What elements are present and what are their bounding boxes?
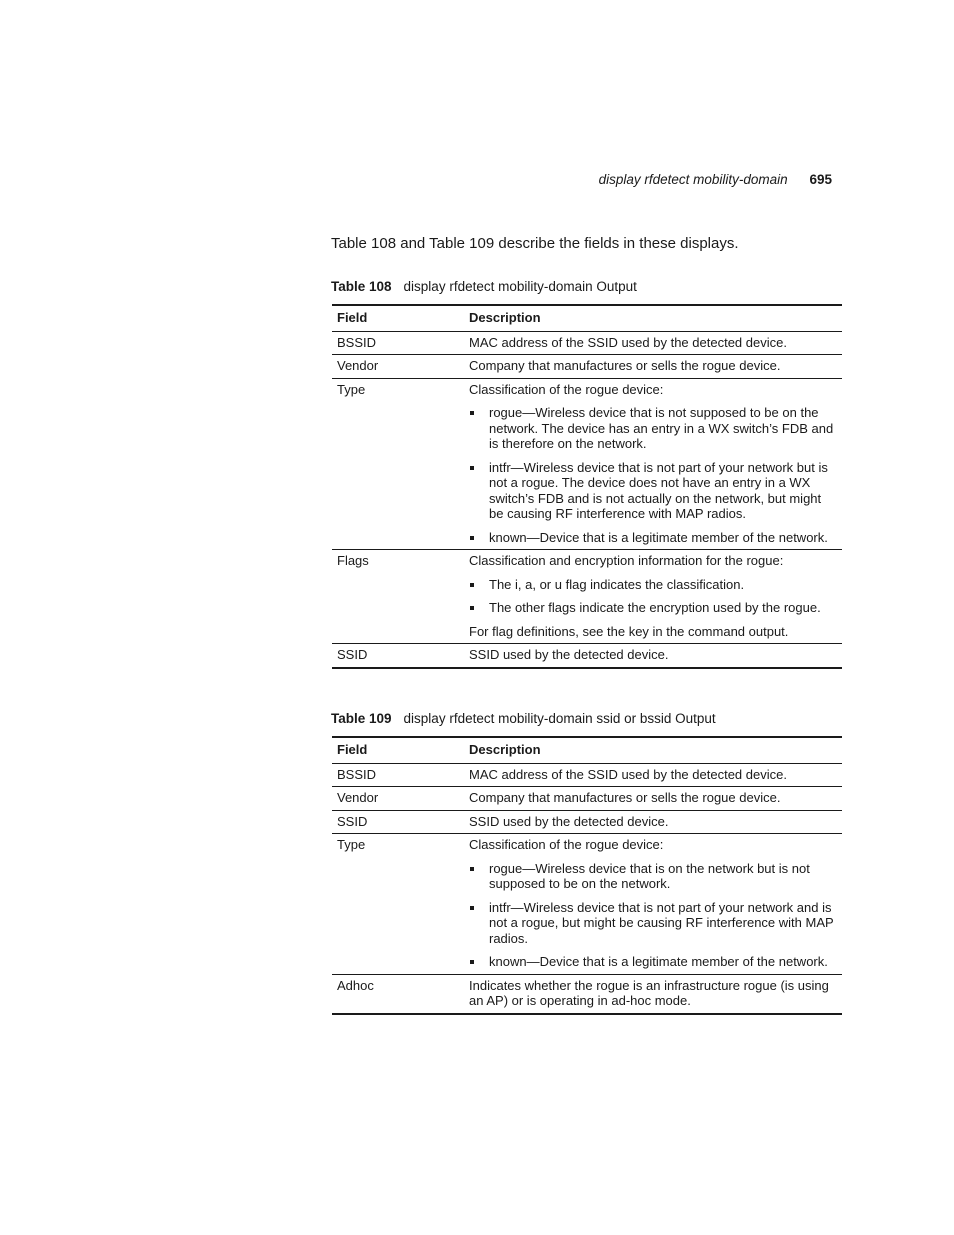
description-cell <box>464 787 842 811</box>
table-row <box>332 834 842 975</box>
field-cell: Adhoc <box>332 974 464 1014</box>
bullet-item: intfr—Wireless device that is not part of your network and is not a rogue, but might be causing RF interference with MAP radios. <box>469 900 838 947</box>
field-cell: BSSID <box>337 334 377 350</box>
field-cell: Vendor <box>332 355 464 379</box>
field-cell: Type <box>332 378 464 550</box>
description-text: Indicates whether the rogue is an infrastructure rogue (is using an AP) or is operating in ad-hoc mode. <box>469 977 829 1008</box>
bullet-item: rogue—Wireless device that is on the network but is not supposed to be on the network. <box>469 861 838 892</box>
description-cell <box>464 355 842 379</box>
bullet-item: rogue—Wireless device that is not supposed to be on the network. The device has an entry in a WX switch’s FDB and is therefore on the network. <box>469 405 838 452</box>
description-cell <box>464 644 842 668</box>
table-109-caption <box>331 710 851 728</box>
table-row <box>332 763 842 787</box>
field-cell: Type <box>332 834 464 975</box>
bullet-list <box>469 861 838 970</box>
field-cell: Vendor <box>332 787 464 811</box>
bullet-list <box>469 405 838 545</box>
table-row <box>332 787 842 811</box>
table-108-title: display rfdetect mobility-domain Output <box>403 279 637 294</box>
running-header <box>400 171 832 189</box>
table-row <box>332 378 842 550</box>
table-header-row <box>332 305 842 331</box>
description-cell <box>464 331 842 355</box>
description-cell <box>464 810 842 834</box>
table-row <box>332 550 842 644</box>
page-number: 695 <box>809 172 832 187</box>
table-row <box>332 644 842 668</box>
description-text: Company that manufactures or sells the rogue device. <box>469 358 781 373</box>
field-cell: SSID <box>332 644 464 668</box>
description-text: SSID used by the detected device. <box>469 813 669 829</box>
table-row <box>332 810 842 834</box>
description-note: For flag definitions, see the key in the command output. <box>469 623 789 639</box>
column-header-field: Field <box>332 737 464 763</box>
bullet-item: The i, a, or u flag indicates the classification. <box>469 577 838 593</box>
description-text: Company that manufactures or sells the rogue device. <box>469 790 781 805</box>
description-text: MAC address of the SSID used by the detected device. <box>469 334 787 350</box>
field-cell: SSID <box>332 810 464 834</box>
description-cell <box>464 834 842 975</box>
description-text: MAC address of the SSID used by the detected device. <box>469 766 787 782</box>
description-cell <box>464 378 842 550</box>
description-cell <box>464 974 842 1014</box>
table-109 <box>332 736 842 1015</box>
field-cell: Flags <box>332 550 464 644</box>
description-text: Classification and encryption information for the rogue: <box>469 553 784 568</box>
intro-paragraph: Table 108 and Table 109 describe the fields in these displays. <box>331 235 739 252</box>
description-cell <box>464 763 842 787</box>
bullet-item: The other flags indicate the encryption used by the rogue. <box>469 600 838 616</box>
table-108-caption <box>331 278 851 296</box>
description-text: Classification of the rogue device: <box>469 837 664 852</box>
bullet-item: known—Device that is a legitimate member of the network. <box>469 954 838 970</box>
table-108 <box>332 304 842 669</box>
bullet-item: intfr—Wireless device that is not part of your network but is not a rogue. The device does not have an entry in a WX switch’s FDB and is not actually on the network, but might be causing RF interference with MAP radios. <box>469 460 838 522</box>
table-108-label: Table 108 <box>331 279 392 294</box>
column-header-description: Description <box>464 737 842 763</box>
description-text: SSID used by the detected device. <box>469 647 669 662</box>
description-cell <box>464 550 842 644</box>
table-109-title: display rfdetect mobility-domain ssid or bssid Output <box>403 711 716 726</box>
column-header-description: Description <box>464 305 842 331</box>
description-text: Classification of the rogue device: <box>469 381 664 397</box>
bullet-list <box>469 577 838 616</box>
table-header-row <box>332 737 842 763</box>
table-row <box>332 974 842 1014</box>
table-109-label: Table 109 <box>331 711 392 726</box>
field-cell: BSSID <box>337 766 377 782</box>
bullet-item: known—Device that is a legitimate member of the network. <box>469 530 838 546</box>
header-title: display rfdetect mobility-domain <box>598 172 788 187</box>
column-header-field: Field <box>332 305 464 331</box>
table-row <box>332 331 842 355</box>
table-row <box>332 355 842 379</box>
